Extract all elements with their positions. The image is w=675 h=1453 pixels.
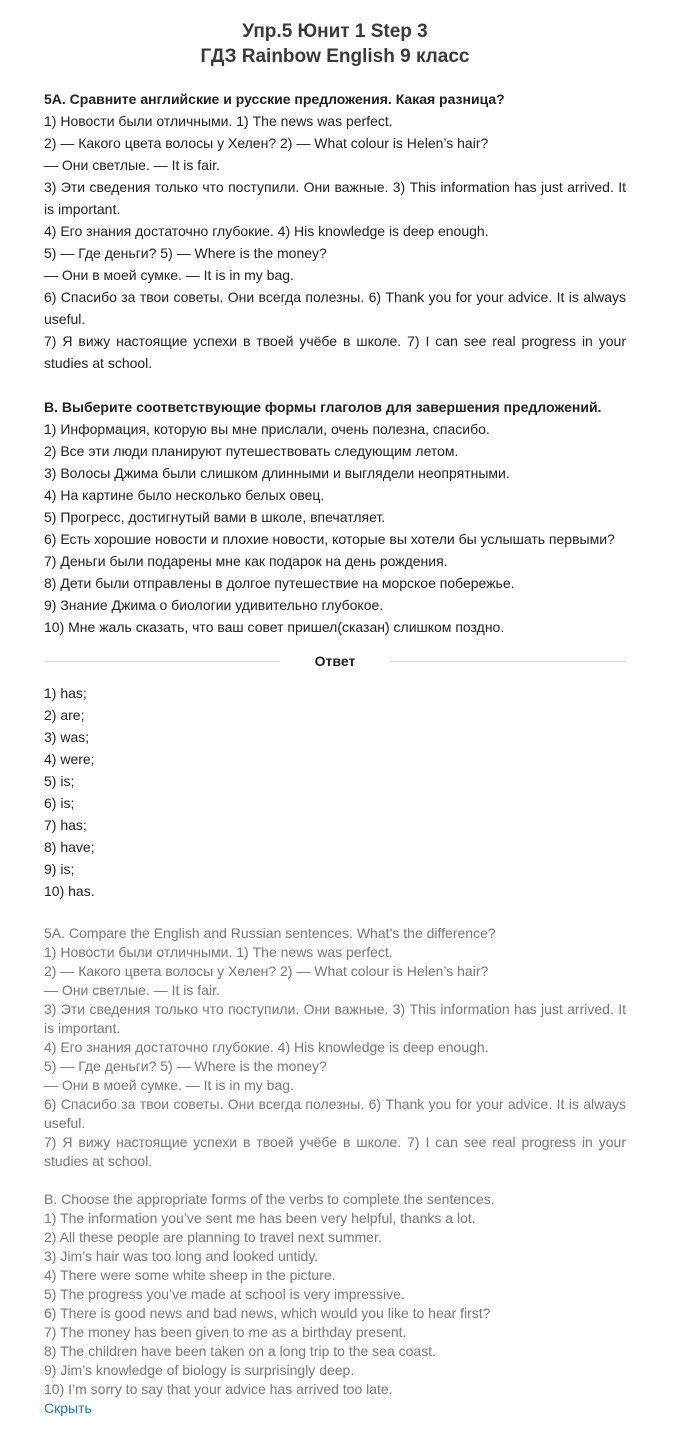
- translation-a-line: 6) Спасибо за твои советы. Они всегда полезны. 6) Thank you for your advice. It is always useful.: [44, 1096, 626, 1131]
- translation-b: [44, 1190, 626, 1399]
- task-b-line: 2) Все эти люди планируют путешествовать следующим летом.: [44, 443, 459, 459]
- translation-a-line: — Они в моей сумке. — It is in my bag.: [44, 1077, 294, 1093]
- translation-b-line: 2) All these people are planning to travel next summer.: [44, 1229, 382, 1245]
- task-a-heading: 5A. Сравните английские и русские предложения. Какая разница?: [44, 91, 505, 107]
- task-b-heading: B. Выберите соответствующие формы глаголов для завершения предложений.: [44, 399, 602, 415]
- translation-a-line: 5A. Compare the English and Russian sentences. What’s the difference?: [44, 925, 496, 941]
- answer-item: 9) is;: [44, 861, 75, 877]
- task-a-line: 3) Эти сведения только что поступили. Они важные. 3) This information has just arrived. It is important.: [44, 179, 626, 217]
- translation-b-line: 4) There were some white sheep in the picture.: [44, 1267, 336, 1283]
- answer-item: 7) has;: [44, 817, 87, 833]
- translation-b-line: 8) The children have been taken on a long trip to the sea coast.: [44, 1343, 436, 1359]
- task-a: [44, 88, 626, 374]
- task-b-line: 4) На картине было несколько белых овец.: [44, 487, 325, 503]
- task-b-line: 1) Информация, которую вы мне прислали, очень полезна, спасибо.: [44, 421, 490, 437]
- title-line-1: Упр.5 Юнит 1 Step 3: [242, 21, 428, 42]
- answer-item: 5) is;: [44, 773, 75, 789]
- translation-a-line: 3) Эти сведения только что поступили. Они важные. 3) This information has just arrived. It is important.: [44, 1001, 626, 1036]
- answer-item: 8) have;: [44, 839, 95, 855]
- translation-b-line: 9) Jim’s knowledge of biology is surprisingly deep.: [44, 1362, 355, 1378]
- task-a-line: 5) — Где деньги? 5) — Where is the money?: [44, 245, 327, 261]
- translation-a-line: 2) — Какого цвета волосы у Хелен? 2) — What colour is Helen’s hair?: [44, 963, 489, 979]
- translation-b-line: 6) There is good news and bad news, which would you like to hear first?: [44, 1305, 491, 1321]
- translation-a-line: 7) Я вижу настоящие успехи в твоей учёбе в школе. 7) I can see real progress in your studies at school.: [44, 1134, 626, 1169]
- answer-divider: [44, 650, 626, 672]
- page-content: [44, 0, 626, 1418]
- task-b-line: 10) Мне жаль сказать, что ваш совет пришел(сказан) слишком поздно.: [44, 619, 505, 635]
- task-b-line: 3) Волосы Джима были слишком длинными и выглядели неопрятными.: [44, 465, 510, 481]
- task-a-line: 4) Его знания достаточно глубокие. 4) His knowledge is deep enough.: [44, 223, 489, 239]
- translation-a-line: 4) Его знания достаточно глубокие. 4) His knowledge is deep enough.: [44, 1039, 489, 1055]
- task-a-lines: [44, 110, 626, 374]
- translation-a: [44, 924, 626, 1171]
- answer-list: [44, 682, 626, 902]
- task-b: [44, 396, 626, 638]
- answer-heading: Ответ: [314, 653, 356, 669]
- translation-b-line: 1) The information you’ve sent me has been very helpful, thanks a lot.: [44, 1210, 476, 1226]
- task-b-line: 6) Есть хорошие новости и плохие новости, которые вы хотели бы услышать первыми?: [44, 531, 615, 547]
- answer-item: 2) are;: [44, 707, 85, 723]
- task-b-line: 8) Дети были отправлены в долгое путешествие на морское побережье.: [44, 575, 515, 591]
- translation-b-line: 7) The money has been given to me as a birthday present.: [44, 1324, 407, 1340]
- title-line-2: ГДЗ Rainbow English 9 класс: [200, 46, 470, 67]
- divider-rule-right: [390, 661, 626, 662]
- translation-a-line: — Они светлые. — It is fair.: [44, 982, 220, 998]
- task-b-lines: [44, 418, 626, 638]
- answer-item: 10) has.: [44, 883, 95, 899]
- task-a-line: — Они светлые. — It is fair.: [44, 157, 220, 173]
- answer-item: 4) were;: [44, 751, 95, 767]
- answer-item: 3) was;: [44, 729, 90, 745]
- translation-b-line: 3) Jim’s hair was too long and looked untidy.: [44, 1248, 319, 1264]
- translation-a-line: 1) Новости были отличными. 1) The news was perfect.: [44, 944, 393, 960]
- translation-b-line: B. Choose the appropriate forms of the verbs to complete the sentences.: [44, 1191, 495, 1207]
- hide-link[interactable]: Скрыть: [44, 1400, 92, 1416]
- answer-item: 1) has;: [44, 685, 87, 701]
- page-title: [44, 0, 626, 69]
- task-a-line: 2) — Какого цвета волосы у Хелен? 2) — What colour is Helen’s hair?: [44, 135, 489, 151]
- task-b-line: 5) Прогресс, достигнутый вами в школе, впечатляет.: [44, 509, 386, 525]
- task-b-line: 9) Знание Джима о биологии удивительно глубокое.: [44, 597, 384, 613]
- answer-item: 6) is;: [44, 795, 75, 811]
- translation-b-line: 5) The progress you’ve made at school is very impressive.: [44, 1286, 405, 1302]
- task-a-line: — Они в моей сумке. — It is in my bag.: [44, 267, 294, 283]
- task-a-line: 1) Новости были отличными. 1) The news was perfect.: [44, 113, 393, 129]
- task-b-line: 7) Деньги были подарены мне как подарок на день рождения.: [44, 553, 448, 569]
- translation-b-line: 10) I’m sorry to say that your advice has arrived too late.: [44, 1381, 393, 1397]
- task-a-line: 6) Спасибо за твои советы. Они всегда полезны. 6) Thank you for your advice. It is always useful.: [44, 289, 626, 327]
- task-a-line: 7) Я вижу настоящие успехи в твоей учёбе в школе. 7) I can see real progress in your studies at school.: [44, 333, 626, 371]
- translation-a-line: 5) — Где деньги? 5) — Where is the money?: [44, 1058, 327, 1074]
